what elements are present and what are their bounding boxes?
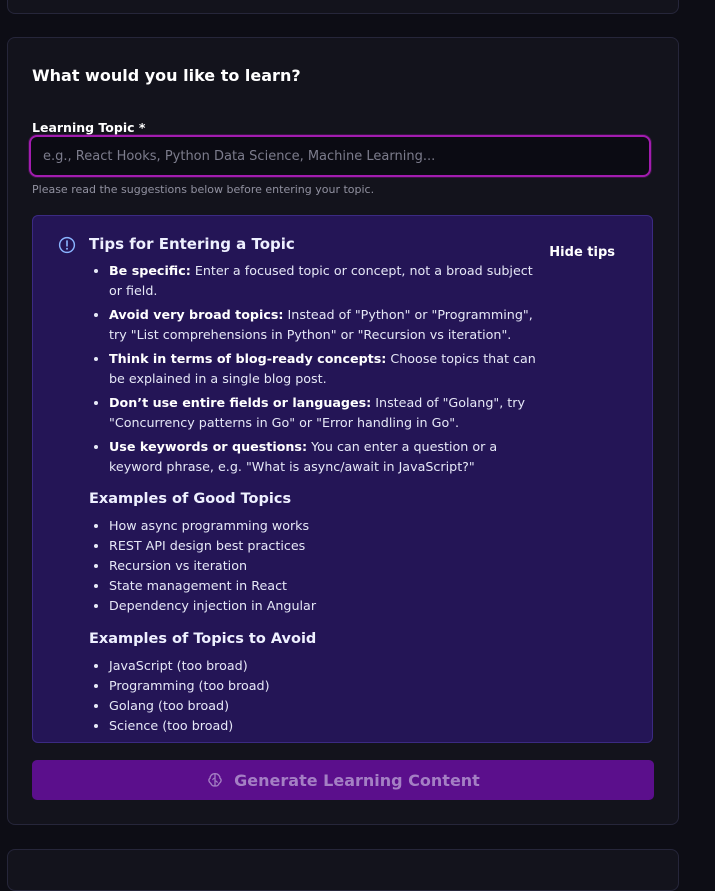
good-example-item: • Dependency injection in Angular <box>109 596 316 616</box>
avoid-example-item: • Programming (too broad) <box>109 676 270 696</box>
tip-item-text: Instead of "Python" or "Programming", try "List comprehensions in Python" or "Recursion vs iteration". <box>109 307 533 342</box>
brain-icon <box>206 771 224 789</box>
tips-panel <box>32 215 653 743</box>
topic-label: Learning Topic * <box>32 120 146 135</box>
tip-item <box>109 349 549 389</box>
next-card <box>7 849 679 891</box>
good-example-item: • How async programming works <box>109 516 316 536</box>
tip-item <box>109 305 549 345</box>
avoid-example-item: • JavaScript (too broad) <box>109 656 270 676</box>
tip-item-text: You can enter a question or a keyword phrase, e.g. "What is async/await in JavaScript?" <box>109 439 498 474</box>
tip-item-text: Instead of "Golang", try "Concurrency patterns in Go" or "Error handling in Go". <box>109 395 526 430</box>
previous-card <box>7 0 679 14</box>
good-example-item: • State management in React <box>109 576 316 596</box>
tip-item <box>109 437 549 477</box>
tip-item-title: Be specific: <box>109 263 191 278</box>
tip-item-text: Choose topics that can be explained in a single blog post. <box>109 351 536 386</box>
generate-button-label: Generate Learning Content <box>234 770 480 790</box>
avoid-example-item: • Golang (too broad) <box>109 696 270 716</box>
avoid-examples-list <box>89 656 270 736</box>
tip-item-title: Don’t use entire fields or languages: <box>109 395 372 410</box>
form-heading: What would you like to learn? <box>32 66 301 85</box>
tips-title: Tips for Entering a Topic <box>89 235 295 253</box>
helper-text: Please read the suggestions below before entering your topic. <box>32 183 375 196</box>
tip-item <box>109 261 549 301</box>
generate-learning-content-button[interactable] <box>32 760 654 800</box>
good-examples-heading: Examples of Good Topics <box>89 491 292 507</box>
learning-topic-input[interactable] <box>29 135 651 177</box>
info-icon <box>58 236 76 254</box>
hide-tips-button[interactable]: Hide tips <box>549 245 615 260</box>
good-examples-list <box>89 516 316 616</box>
learning-form-card <box>7 37 679 825</box>
tip-item-title: Think in terms of blog-ready concepts: <box>109 351 387 366</box>
avoid-example-item: • Science (too broad) <box>109 716 270 736</box>
good-example-item: • REST API design best practices <box>109 536 316 556</box>
good-example-item: • Recursion vs iteration <box>109 556 316 576</box>
avoid-examples-heading: Examples of Topics to Avoid <box>89 631 317 647</box>
tip-item-title: Use keywords or questions: <box>109 439 308 454</box>
tip-item <box>109 393 549 433</box>
tips-list <box>89 261 549 481</box>
tip-item-text: Enter a focused topic or concept, not a broad subject or field. <box>109 263 533 298</box>
tip-item-title: Avoid very broad topics: <box>109 307 284 322</box>
